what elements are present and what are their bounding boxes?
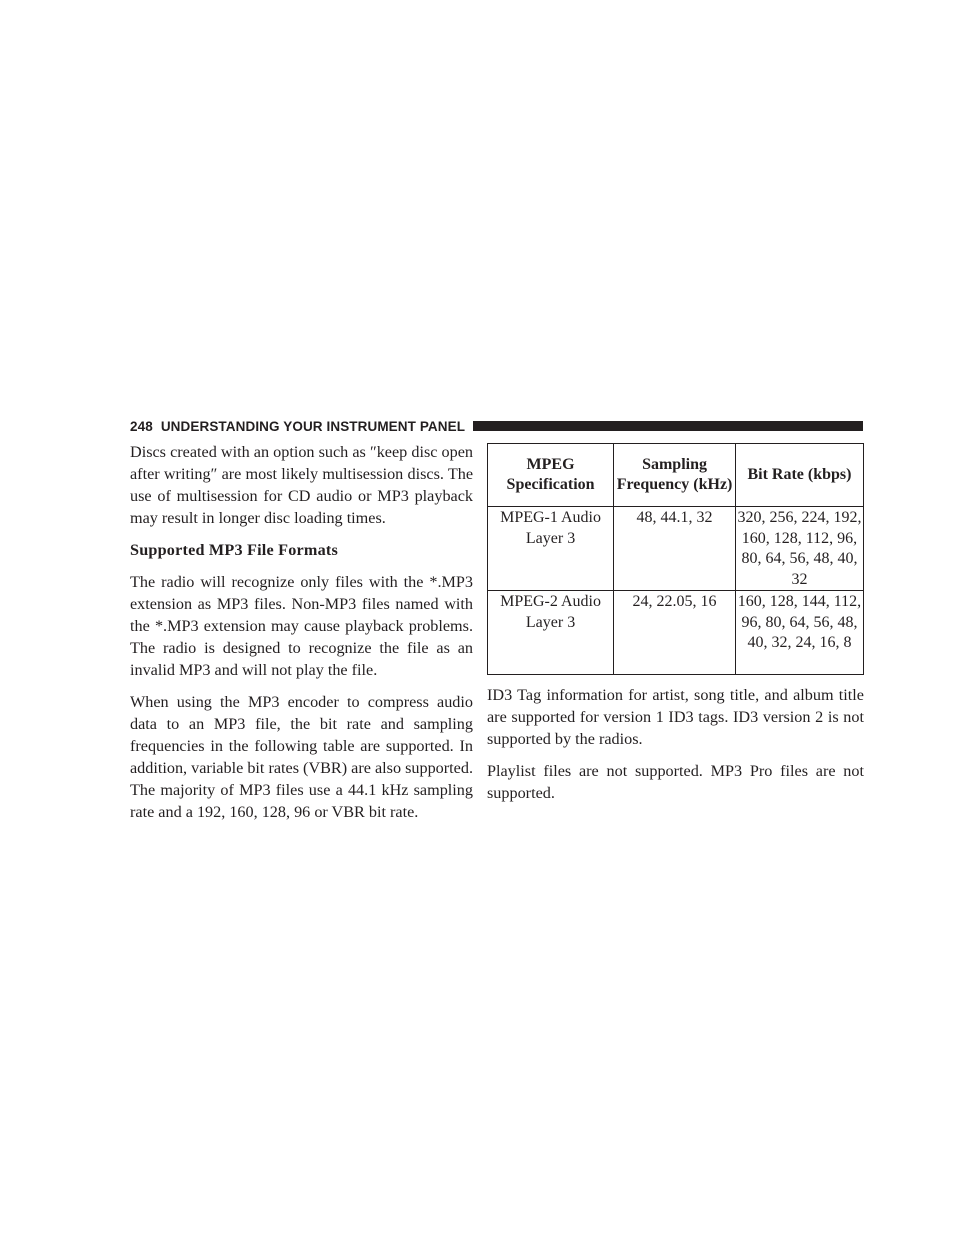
mp3-formats-heading: Supported MP3 File Formats [130, 541, 338, 559]
table-cell-spec: MPEG-2 Audio Layer 3 [488, 591, 614, 675]
page-header [130, 416, 863, 436]
id3-tag-paragraph: ID3 Tag information for artist, song title, and album title are supported for version 1 ID3 tags. ID3 version 2 is not supported by the radios. [487, 686, 864, 748]
mp3-extension-paragraph: The radio will recognize only files with the *.MP3 extension as MP3 files. Non-MP3 files named with the *.MP3 extension may cause playback problems. The radio is designed to recognize the file as an invalid MP3 and will not play the file. [130, 573, 473, 679]
table-cell-frequency: 24, 22.05, 16 [614, 591, 736, 675]
playlist-paragraph: Playlist files are not supported. MP3 Pro files are not supported. [487, 762, 864, 802]
mp3-format-table [487, 443, 864, 675]
table-header-cell: MPEG Specification [488, 444, 614, 507]
right-column [487, 443, 864, 814]
table-header-cell: Bit Rate (kbps) [735, 444, 863, 507]
table-cell-frequency: 48, 44.1, 32 [614, 507, 736, 591]
table-cell-bitrate: 320, 256, 224, 192, 160, 128, 112, 96, 80, 64, 56, 48, 40, 32 [735, 507, 863, 591]
table-header-cell: Sampling Frequency (kHz) [614, 444, 736, 507]
page-number: 248 [130, 418, 153, 434]
table-cell-bitrate: 160, 128, 144, 112, 96, 80, 64, 56, 48, 40, 32, 24, 16, 8 [735, 591, 863, 675]
mp3-encoder-paragraph: When using the MP3 encoder to compress audio data to an MP3 file, the bit rate and sampling frequencies in the following table are supported. In addition, variable bit rates (VBR) are also supported. The majority of MP3 files use a 44.1 kHz sampling rate and a 192, 160, 128, 96 or VBR bit rate. [130, 693, 473, 821]
table-row [488, 591, 864, 675]
multisession-paragraph: Discs created with an option such as ″keep disc open after writing″ are most likely multisession discs. The use of multisession for CD audio or MP3 playback may result in longer disc loading times. [130, 443, 473, 527]
table-header-row [488, 444, 864, 507]
header-rule [473, 421, 863, 431]
table-cell-spec: MPEG-1 Audio Layer 3 [488, 507, 614, 591]
section-title: UNDERSTANDING YOUR INSTRUMENT PANEL [160, 418, 466, 434]
left-column [130, 441, 473, 833]
table-row [488, 507, 864, 591]
